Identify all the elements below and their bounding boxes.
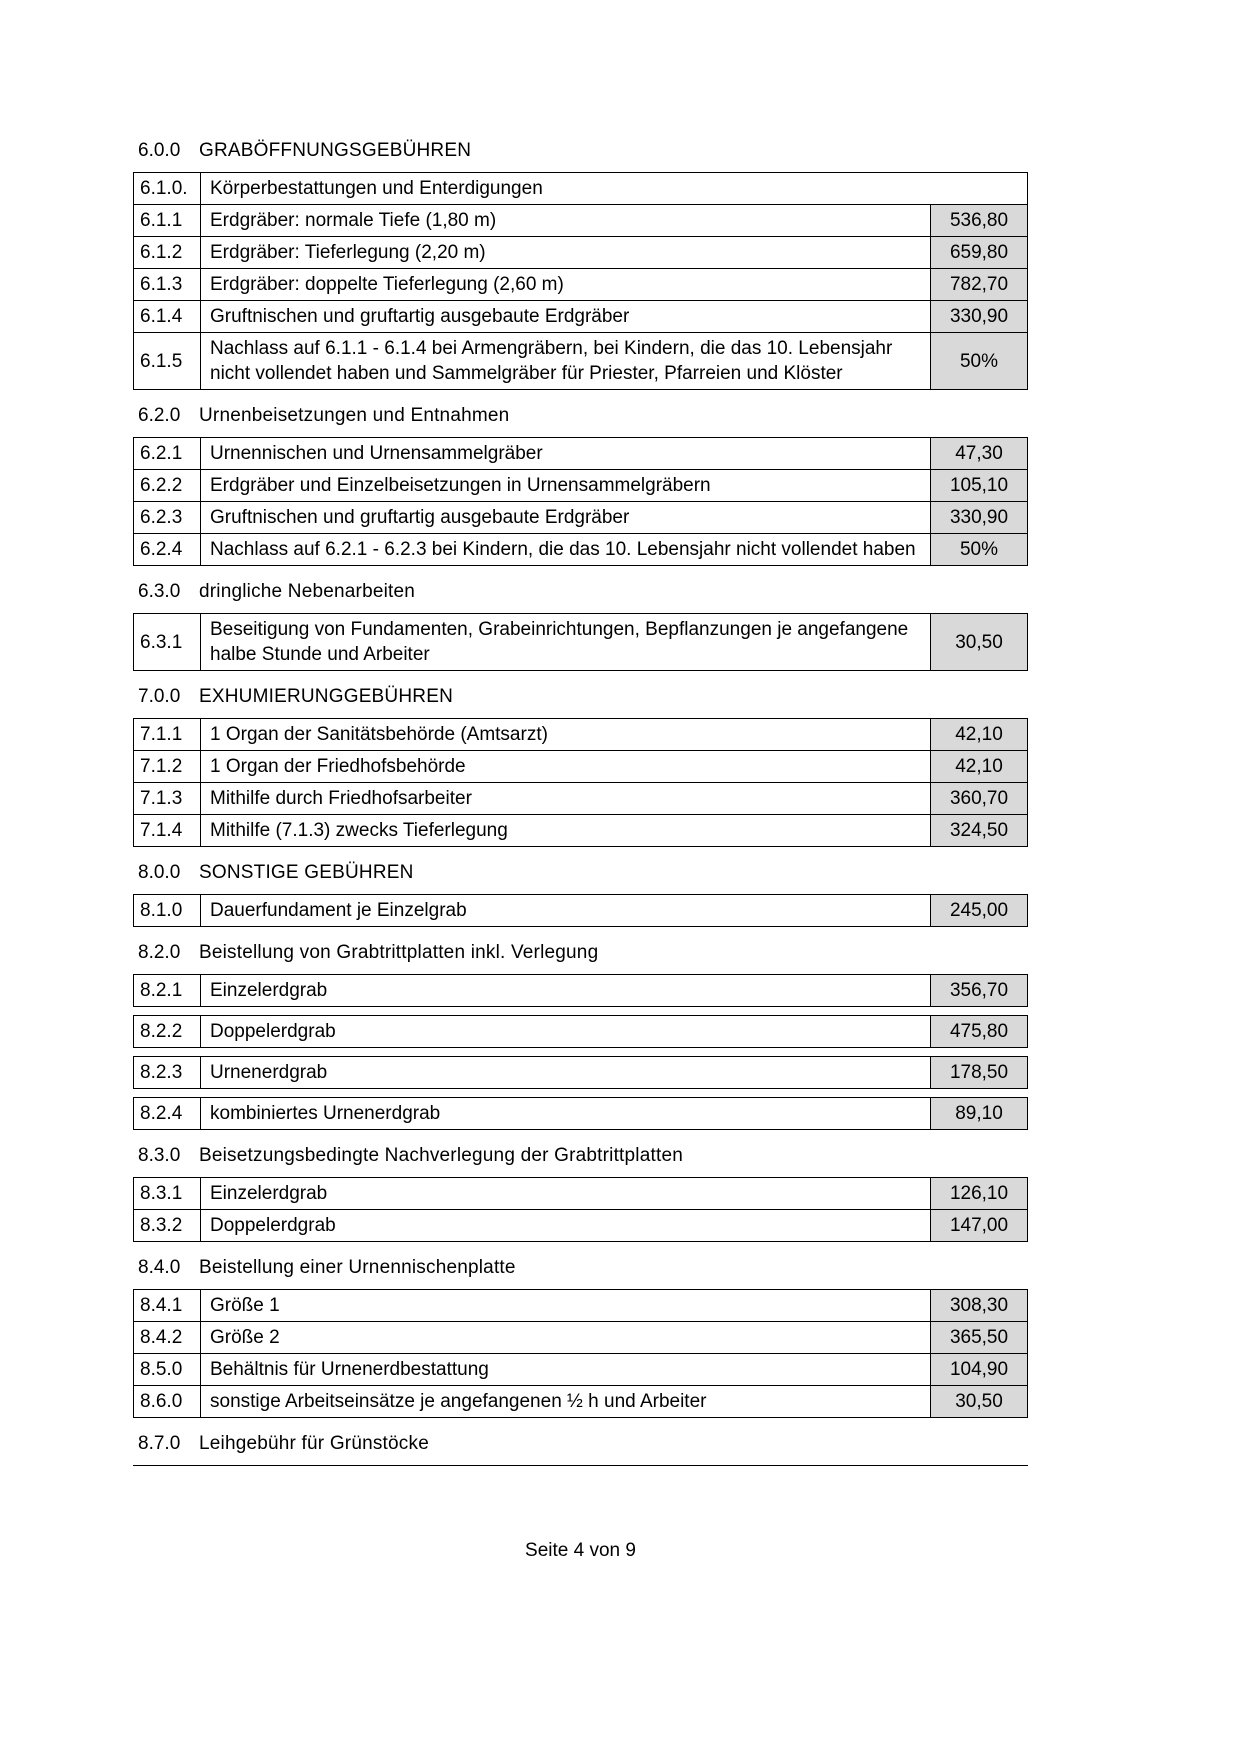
row-number: 8.2.2: [140, 1021, 183, 1042]
row-description: 1 Organ der Friedhofsbehörde: [200, 751, 930, 782]
row-number: 7.1.4: [140, 820, 183, 841]
section-title: dringliche Nebenarbeiten: [199, 581, 416, 602]
row-number: 8.2.4: [140, 1103, 183, 1124]
section-title: GRABÖFFNUNGSGEBÜHREN: [199, 140, 472, 161]
row-number: 6.1.1: [140, 210, 183, 231]
table-row: [133, 1209, 1028, 1242]
row-description: Nachlass auf 6.2.1 - 6.2.3 bei Kindern, die das 10. Lebensjahr nicht vollendet haben: [200, 534, 930, 565]
section-title: SONSTIGE GEBÜHREN: [199, 862, 414, 883]
row-description: sonstige Arbeitseinsätze je angefangenen ½ h und Arbeiter: [200, 1386, 930, 1417]
section-heading: [133, 684, 1028, 709]
table-row: [133, 332, 1028, 390]
fee-table: [133, 172, 1028, 390]
table-row: [133, 1177, 1028, 1210]
table-row: [133, 172, 1028, 205]
table-row: [133, 974, 1028, 1007]
row-description: Nachlass auf 6.1.1 - 6.1.4 bei Armengräbern, bei Kindern, die das 10. Lebensjahr nicht vollendet haben und Sammelgräber für Priester, Pfarreien und Klöster: [200, 333, 930, 389]
document-page: [133, 138, 1028, 1563]
section-number: 8.0.0: [138, 862, 181, 883]
row-price: 30,50: [930, 614, 1027, 670]
row-description: Erdgräber und Einzelbeisetzungen in Urnensammelgräbern: [200, 470, 930, 501]
row-price: 324,50: [930, 815, 1027, 846]
row-price: 104,90: [930, 1354, 1027, 1385]
fee-table: [133, 718, 1028, 847]
fee-table: [133, 613, 1028, 671]
row-number: 6.2.3: [140, 507, 183, 528]
row-description: Doppelerdgrab: [200, 1210, 930, 1241]
section-title: Beisetzungsbedingte Nachverlegung der Grabtrittplatten: [199, 1145, 683, 1166]
table-row: [133, 750, 1028, 783]
row-price: 330,90: [930, 502, 1027, 533]
row-price: 536,80: [930, 205, 1027, 236]
section-number: 6.0.0: [138, 140, 181, 161]
row-number: 8.4.1: [140, 1295, 183, 1316]
page-footer: Seite 4 von 9: [525, 1540, 636, 1561]
row-price: 245,00: [930, 895, 1027, 926]
row-number: 6.2.4: [140, 539, 183, 560]
row-description: Mithilfe (7.1.3) zwecks Tieferlegung: [200, 815, 930, 846]
table-row: [133, 469, 1028, 502]
section-title: Urnenbeisetzungen und Entnahmen: [199, 405, 510, 426]
table-row: [133, 814, 1028, 847]
section-number: 8.3.0: [138, 1145, 181, 1166]
row-number: 6.1.3: [140, 274, 183, 295]
document-content: [133, 138, 1028, 1466]
row-price: 475,80: [930, 1016, 1027, 1047]
row-price: 178,50: [930, 1057, 1027, 1088]
table-row: [133, 268, 1028, 301]
row-description: Urnennischen und Urnensammelgräber: [200, 438, 930, 469]
row-description: Beseitigung von Fundamenten, Grabeinrichtungen, Bepflanzungen je angefangene halbe Stunde und Arbeiter: [200, 614, 930, 670]
table-row: [133, 782, 1028, 815]
table-row: [133, 718, 1028, 751]
table-row: [133, 533, 1028, 566]
fee-table: [133, 1289, 1028, 1418]
row-price: 330,90: [930, 301, 1027, 332]
row-number: 6.2.1: [140, 443, 183, 464]
row-price: 360,70: [930, 783, 1027, 814]
row-description: Dauerfundament je Einzelgrab: [200, 895, 930, 926]
table-row: [133, 236, 1028, 269]
row-price: 105,10: [930, 470, 1027, 501]
table-row: [133, 894, 1028, 927]
row-price: 42,10: [930, 751, 1027, 782]
row-description: Urnenerdgrab: [200, 1057, 930, 1088]
row-description: Mithilfe durch Friedhofsarbeiter: [200, 783, 930, 814]
table-row: [133, 1056, 1028, 1089]
table-row: [133, 1321, 1028, 1354]
table-row: [133, 1015, 1028, 1048]
row-description: Gruftnischen und gruftartig ausgebaute Erdgräber: [200, 502, 930, 533]
row-number: 6.1.2: [140, 242, 183, 263]
section-heading: [133, 940, 1028, 965]
row-price: 50%: [930, 333, 1027, 389]
row-number: 6.1.0.: [140, 178, 188, 199]
row-description: Körperbestattungen und Enterdigungen: [200, 173, 1027, 204]
row-price: 365,50: [930, 1322, 1027, 1353]
fee-table: [133, 894, 1028, 927]
row-description: Behältnis für Urnenerdbestattung: [200, 1354, 930, 1385]
row-price: 50%: [930, 534, 1027, 565]
row-description: Doppelerdgrab: [200, 1016, 930, 1047]
table-row: [133, 501, 1028, 534]
row-number: 8.3.1: [140, 1183, 183, 1204]
section-heading: [133, 1255, 1028, 1280]
section-number: 8.7.0: [138, 1433, 181, 1454]
row-number: 7.1.3: [140, 788, 183, 809]
table-row: [133, 437, 1028, 470]
row-number: 7.1.1: [140, 724, 183, 745]
section-title: Beistellung einer Urnennischenplatte: [199, 1257, 516, 1278]
row-price: 30,50: [930, 1386, 1027, 1417]
row-price: 356,70: [930, 975, 1027, 1006]
row-description: Gruftnischen und gruftartig ausgebaute Erdgräber: [200, 301, 930, 332]
row-description: Einzelerdgrab: [200, 975, 930, 1006]
table-row: [133, 1385, 1028, 1418]
row-description: Erdgräber: normale Tiefe (1,80 m): [200, 205, 930, 236]
section-heading: [133, 1431, 1028, 1456]
section-heading: [133, 1143, 1028, 1168]
row-description: Größe 1: [200, 1290, 930, 1321]
fee-table: [133, 1177, 1028, 1242]
row-number: 8.3.2: [140, 1215, 183, 1236]
table-row: [133, 1353, 1028, 1386]
row-number: 8.5.0: [140, 1359, 183, 1380]
row-price: 89,10: [930, 1098, 1027, 1129]
row-price: 147,00: [930, 1210, 1027, 1241]
row-number: 8.2.3: [140, 1062, 183, 1083]
row-number: 6.1.5: [140, 350, 183, 372]
end-rule: [133, 1465, 1028, 1466]
row-price: 47,30: [930, 438, 1027, 469]
row-number: 8.6.0: [140, 1391, 183, 1412]
row-price: 126,10: [930, 1178, 1027, 1209]
row-price: 782,70: [930, 269, 1027, 300]
row-description: Größe 2: [200, 1322, 930, 1353]
row-description: Einzelerdgrab: [200, 1178, 930, 1209]
row-number: 8.2.1: [140, 980, 183, 1001]
section-heading: [133, 860, 1028, 885]
section-number: 6.2.0: [138, 405, 181, 426]
section-title: Beistellung von Grabtrittplatten inkl. Verlegung: [199, 942, 599, 963]
section-heading: [133, 579, 1028, 604]
row-description: 1 Organ der Sanitätsbehörde (Amtsarzt): [200, 719, 930, 750]
section-title: Leihgebühr für Grünstöcke: [199, 1433, 429, 1454]
section-number: 8.2.0: [138, 942, 181, 963]
row-description: Erdgräber: Tieferlegung (2,20 m): [200, 237, 930, 268]
row-description: kombiniertes Urnenerdgrab: [200, 1098, 930, 1129]
row-number: 8.1.0: [140, 900, 183, 921]
row-price: 308,30: [930, 1290, 1027, 1321]
section-heading: [133, 403, 1028, 428]
row-number: 6.3.1: [140, 631, 183, 653]
row-number: 6.2.2: [140, 475, 183, 496]
section-number: 6.3.0: [138, 581, 181, 602]
table-row: [133, 300, 1028, 333]
row-number: 8.4.2: [140, 1327, 183, 1348]
table-row: [133, 613, 1028, 671]
section-number: 8.4.0: [138, 1257, 181, 1278]
row-number: 7.1.2: [140, 756, 183, 777]
section-heading: [133, 138, 1028, 163]
row-number: 6.1.4: [140, 306, 183, 327]
section-title: EXHUMIERUNGGEBÜHREN: [199, 686, 453, 707]
row-price: 659,80: [930, 237, 1027, 268]
fee-table: [133, 437, 1028, 566]
row-description: Erdgräber: doppelte Tieferlegung (2,60 m): [200, 269, 930, 300]
fee-table: [133, 974, 1028, 1130]
table-row: [133, 204, 1028, 237]
table-row: [133, 1289, 1028, 1322]
section-number: 7.0.0: [138, 686, 181, 707]
table-row: [133, 1097, 1028, 1130]
row-price: 42,10: [930, 719, 1027, 750]
